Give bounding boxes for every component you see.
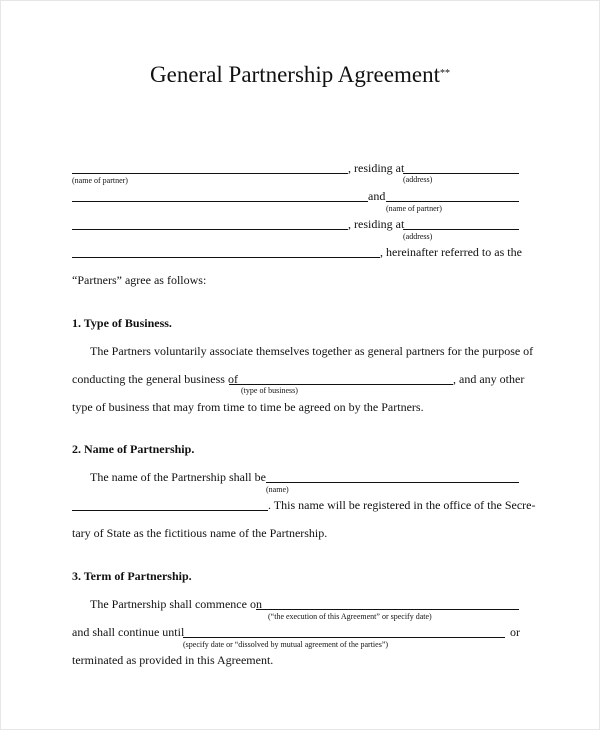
- type-of-business-field[interactable]: [229, 384, 453, 385]
- document-title: General Partnership Agreement**: [150, 62, 450, 87]
- section-2-heading: 2. Name of Partnership.: [72, 442, 195, 456]
- name-of-partner-caption-1: (name of partner): [72, 176, 128, 185]
- partners-agree-text: “Partners” agree as follows:: [72, 273, 207, 287]
- and-text: and: [368, 189, 386, 203]
- type-of-business-caption: (type of business): [241, 386, 298, 395]
- residing-at-1: , residing at: [348, 161, 405, 175]
- residing-at-2: , residing at: [348, 217, 405, 231]
- section-1-line-2a: conducting the general business of: [72, 372, 238, 386]
- partner-2-name-field-right[interactable]: [386, 201, 519, 202]
- section-3-line-1: The Partnership shall commence on: [90, 597, 262, 611]
- commencement-date-field[interactable]: [256, 609, 519, 610]
- section-1-line-3: type of business that may from time to time be agreed on by the Partners.: [72, 400, 424, 414]
- name-caption: (name): [266, 485, 289, 494]
- section-1-line-2b: , and any other: [453, 372, 525, 386]
- partner-2-name-field-left[interactable]: [72, 201, 368, 202]
- partnership-name-field-continued[interactable]: [72, 510, 268, 511]
- section-3-line-2b: or: [510, 625, 520, 639]
- section-1-heading: 1. Type of Business.: [72, 316, 172, 330]
- partnership-name-field[interactable]: [266, 482, 519, 483]
- section-1-line-1: The Partners voluntarily associate themselves together as general partners for the purpose of: [90, 344, 534, 358]
- continuation-caption: (specify date or “dissolved by mutual agreement of the parties”): [183, 640, 389, 649]
- partners-collective-field[interactable]: [72, 257, 380, 258]
- section-2-line-2: . This name will be registered in the office of the Secre-: [268, 498, 536, 512]
- commencement-caption: (“the execution of this Agreement” or specify date): [268, 612, 432, 621]
- address-caption-1: (address): [403, 175, 433, 184]
- continuation-term-field[interactable]: [183, 637, 505, 638]
- title-footnote-mark: **: [439, 68, 450, 79]
- section-3-line-3: terminated as provided in this Agreement.: [72, 653, 274, 667]
- section-2-line-1: The name of the Partnership shall be: [90, 470, 266, 484]
- section-3-line-2a: and shall continue until: [72, 625, 185, 639]
- partner-1-address-field[interactable]: [403, 173, 519, 174]
- address-caption-2: (address): [403, 232, 433, 241]
- name-of-partner-caption-2: (name of partner): [386, 204, 442, 213]
- partner-2-address-field[interactable]: [403, 229, 519, 230]
- section-3-heading: 3. Term of Partnership.: [72, 569, 192, 583]
- partner-2-residing-field[interactable]: [72, 229, 348, 230]
- section-2-line-3: tary of State as the fictitious name of the Partnership.: [72, 526, 328, 540]
- hereinafter-text: , hereinafter referred to as the: [380, 245, 522, 259]
- partner-1-name-field[interactable]: [72, 173, 348, 174]
